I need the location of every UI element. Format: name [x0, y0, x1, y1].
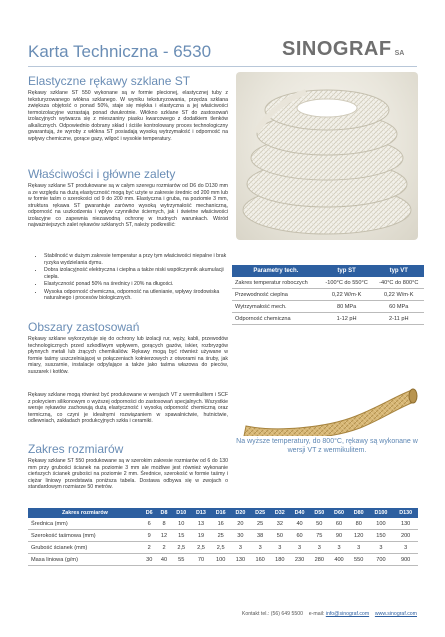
size-range-table — [28, 508, 418, 566]
section-text-applications-2: Rękawy szklane mogą również być produkowane w wersjach VT z wermikulitem i SCF z pokryciem silikonowym o wyższej odporności do zastosowań specjalnych. Wszystkie wersje rękawów zachowują dużą elastyczność i wysoką odporność chemiczną oraz termiczną, co czyni je idealnymi rozwiązaniem w spawalnictwie, hutnictwie, odlewniach, zakładach produkcyjnych szkła i ceramiki. — [28, 392, 228, 424]
table-cell: 20 — [231, 518, 251, 530]
table-cell: Odporność chemiczna — [232, 313, 320, 325]
table-cell: 100 — [369, 518, 394, 530]
table-cell: 32 — [270, 518, 290, 530]
email-link[interactable]: info@sinograf.com — [325, 611, 370, 617]
table-cell: 2 — [157, 542, 172, 554]
table-cell: 130 — [393, 518, 418, 530]
table-header: D80 — [349, 508, 369, 518]
table-header: D32 — [270, 508, 290, 518]
table-cell: 700 — [369, 554, 394, 566]
size-range-body — [28, 518, 418, 566]
table-header: D50 — [309, 508, 329, 518]
table-cell: 2,5 — [191, 542, 211, 554]
table-cell: 3 — [329, 542, 349, 554]
company-logo — [282, 38, 404, 61]
table-cell: 3 — [231, 542, 251, 554]
table-cell: 0,22 W/m·K — [320, 289, 374, 301]
table-header: D20 — [231, 508, 251, 518]
list-item: • Dobra izolacyjność elektryczna i cieplna a także niski współczynnik akumulacji ciepła. — [44, 267, 232, 280]
table-header: D25 — [250, 508, 270, 518]
table-cell: 2 — [142, 542, 157, 554]
table-cell: 2,5 — [211, 542, 231, 554]
table-cell: 150 — [369, 530, 394, 542]
advantages-list — [36, 253, 232, 303]
table-cell: Zakres temperatur roboczych — [232, 277, 320, 289]
table-cell: 3 — [290, 542, 310, 554]
table-row — [232, 313, 424, 325]
table-row — [28, 542, 418, 554]
table-header: D60 — [329, 508, 349, 518]
table-cell: 400 — [329, 554, 349, 566]
table-cell: 2-11 pH — [374, 313, 424, 325]
table-cell: 40 — [290, 518, 310, 530]
table-cell: Przewodność cieplna — [232, 289, 320, 301]
table-cell: 80 MPa — [320, 301, 374, 313]
table-cell: 16 — [211, 518, 231, 530]
table-cell: 180 — [270, 554, 290, 566]
list-item: • Elastyczność ponad 50% na średnicy i 20% na długości. — [44, 281, 232, 288]
table-cell: 38 — [250, 530, 270, 542]
table-row — [232, 289, 424, 301]
section-title-applications: Obszary zastosowań — [28, 320, 140, 334]
section-title-properties: Właściwości i główne zalety — [28, 167, 176, 181]
table-cell: Średnica (mm) — [28, 518, 142, 530]
table-cell: 100 — [211, 554, 231, 566]
table-header: D100 — [369, 508, 394, 518]
table-cell: -100°C do 550°C — [320, 277, 374, 289]
table-cell: 70 — [191, 554, 211, 566]
table-row — [232, 301, 424, 313]
table-header: D130 — [393, 508, 418, 518]
table-cell: 50 — [309, 518, 329, 530]
section-text-properties: Rękawy szklane ST produkowane są w całym szeregu rozmiarów od D6 do D130 mm a ze względu na dużą elastyczność mogą być użyte w zakresie średnic od 200 mm lub w formie taśm o szerokości od 9 do 200 mm. Elastyczna i gruba, na poziomie 3 mm, struktura rękawa ST gwarantuje zarówno wysoką wytrzymałość mechaniczną, odporność na uszkodzenia i wpływ czynników ściernych, jak i świetne właściwości izolacyjne co zapewnia niezawodną ochronę w trudnych warunkach. Wśród najważniejszych zalet rękawów szklanych ST, należy podkreślić: — [28, 183, 228, 228]
table-header: Parametry tech. — [232, 265, 320, 277]
table-cell: 13 — [191, 518, 211, 530]
table-header: D10 — [171, 508, 191, 518]
vermiculite-caption: Na wyższe temperatury, do 800°C, rękawy są wykonane w wersji VT z wermikulitem. — [236, 438, 418, 454]
table-cell: Wytrzymałość mech. — [232, 301, 320, 313]
table-cell: 160 — [250, 554, 270, 566]
table-cell: 3 — [309, 542, 329, 554]
list-item: • Stabilność w dużym zakresie temperatur a przy tym właściwości niepalne i brak ryzyka wydzielania dymu. — [44, 253, 232, 266]
table-cell: 3 — [393, 542, 418, 554]
section-title-sizes: Zakres rozmiarów — [28, 442, 124, 456]
technical-parameters-table — [232, 265, 424, 325]
table-cell: 550 — [349, 554, 369, 566]
table-cell: Grubość ścianek (mm) — [28, 542, 142, 554]
table-cell: 3 — [250, 542, 270, 554]
table-cell: 1-12 pH — [320, 313, 374, 325]
section-text-sleeves: Rękawy szklane ST 550 wykonane są w formie plecionej, elastycznej tuby z teksturyzowanego włókna szklanego. W wyniku teksturyzowania, przędza szklana zwiększa objętość o ponad 50%, staje się miękka i elastyczna a jej właściwości termoizolacyjne wzrastają ponad dwukrotnie. Włókno szklane ST do zastosowań izolacyjnych wytwarza się z mieszaniny piasku kwarcowego z dodatkiem tlenków alkalicznych. Odpowiednio dobrany skład i ściśle kontrolowany proces technologiczny gwarantują, że wyroby z włókna ST posiadają wysoką wytrzymałość i odporność na wpływy chemiczne, gorące gazy, wilgoć i wysokie temperatury. — [28, 90, 228, 142]
table-header: D16 — [211, 508, 231, 518]
table-row — [28, 518, 418, 530]
table-cell: 30 — [142, 554, 157, 566]
section-text-applications-1: Rękawy szklane wykorzystuje się do ochrony lub izolacji rur, węży, kabli, przewodów technologicznych przed szkodliwym wpływem, gorących gazów, iskier, rozbryzgów płynnych metali lub żrących chemikaliów. Rękawy mogą być również używane w formie taśmy uszczelniającej w połączeniach kołnierzowych z otworami na śruby, jak miary, suszarnie, instalacje odpylające a także jako taśma włazowa do pieców, suszarek i kotłów. — [28, 336, 228, 375]
table-cell: 130 — [231, 554, 251, 566]
table-cell: 2,5 — [171, 542, 191, 554]
list-item: • Wysoka odporność chemiczna, odporność na utlenianie, wpływy środowiska naturalnego i procesów biologicznych. — [44, 289, 232, 302]
table-cell: 9 — [142, 530, 157, 542]
table-cell: 200 — [393, 530, 418, 542]
page-title: Karta Techniczna - 6530 — [28, 42, 212, 61]
table-cell: 6 — [142, 518, 157, 530]
table-cell: 3 — [369, 542, 394, 554]
table-cell: 40 — [157, 554, 172, 566]
table-row — [232, 277, 424, 289]
table-cell: 120 — [349, 530, 369, 542]
table-header: D40 — [290, 508, 310, 518]
table-cell: 25 — [211, 530, 231, 542]
table-cell: 280 — [309, 554, 329, 566]
gold-sleeve-photo — [236, 382, 418, 436]
table-header: D6 — [142, 508, 157, 518]
table-header: typ VT — [374, 265, 424, 277]
table-header: D13 — [191, 508, 211, 518]
table-cell: 19 — [191, 530, 211, 542]
table-cell: 3 — [270, 542, 290, 554]
phone-text: Kontakt tel.: (56) 649 5500 — [241, 611, 304, 617]
table-cell: 0,22 W/m·K — [374, 289, 424, 301]
white-sleeve-coil-photo — [236, 72, 418, 240]
table-cell: 10 — [171, 518, 191, 530]
table-cell: Szerokość taśmowa (mm) — [28, 530, 142, 542]
table-cell: 90 — [329, 530, 349, 542]
table-cell: 15 — [171, 530, 191, 542]
table-cell: 75 — [309, 530, 329, 542]
table-cell: 3 — [349, 542, 369, 554]
table-header: Zakres rozmiarów — [28, 508, 142, 518]
table-cell: 12 — [157, 530, 172, 542]
table-cell: 60 — [329, 518, 349, 530]
footer-contact — [242, 611, 417, 617]
table-cell: 50 — [270, 530, 290, 542]
table-cell: 900 — [393, 554, 418, 566]
table-header: D8 — [157, 508, 172, 518]
header-divider — [28, 66, 417, 67]
email-label: e-mail: — [308, 611, 325, 617]
table-cell: -40°C do 800°C — [374, 277, 424, 289]
table-cell: 60 — [290, 530, 310, 542]
website-link[interactable]: www.sinograf.com — [374, 611, 417, 617]
table-cell: 30 — [231, 530, 251, 542]
table-cell: 8 — [157, 518, 172, 530]
logo-text: SINOGRAF — [282, 38, 392, 60]
table-cell: Masa liniowa (g/m) — [28, 554, 142, 566]
table-row — [28, 554, 418, 566]
table-header: typ ST — [320, 265, 374, 277]
table-cell: 25 — [250, 518, 270, 530]
table-cell: 80 — [349, 518, 369, 530]
logo-suffix: SA — [394, 50, 405, 57]
section-text-sizes: Rękawy szklane ST 550 produkowane są w szerokim zakresie rozmiarów od 6 do 130 mm przy grubości ścianek na poziomie 3 mm ale możliwe jest również wykonanie cieńszych ścianek grubości na poziomie 2 mm. Średnice, szerokość w formie taśmy i ciężar liniowy przedstawia poniższa tabela. Dostawa odbywa się w zwojach o standardowym rozmiarze 50 metrów. — [28, 458, 228, 490]
table-cell: 60 MPa — [374, 301, 424, 313]
table-cell: 230 — [290, 554, 310, 566]
section-title-sleeves: Elastyczne rękawy szklane ST — [28, 74, 191, 88]
table-row — [28, 530, 418, 542]
table-cell: 55 — [171, 554, 191, 566]
